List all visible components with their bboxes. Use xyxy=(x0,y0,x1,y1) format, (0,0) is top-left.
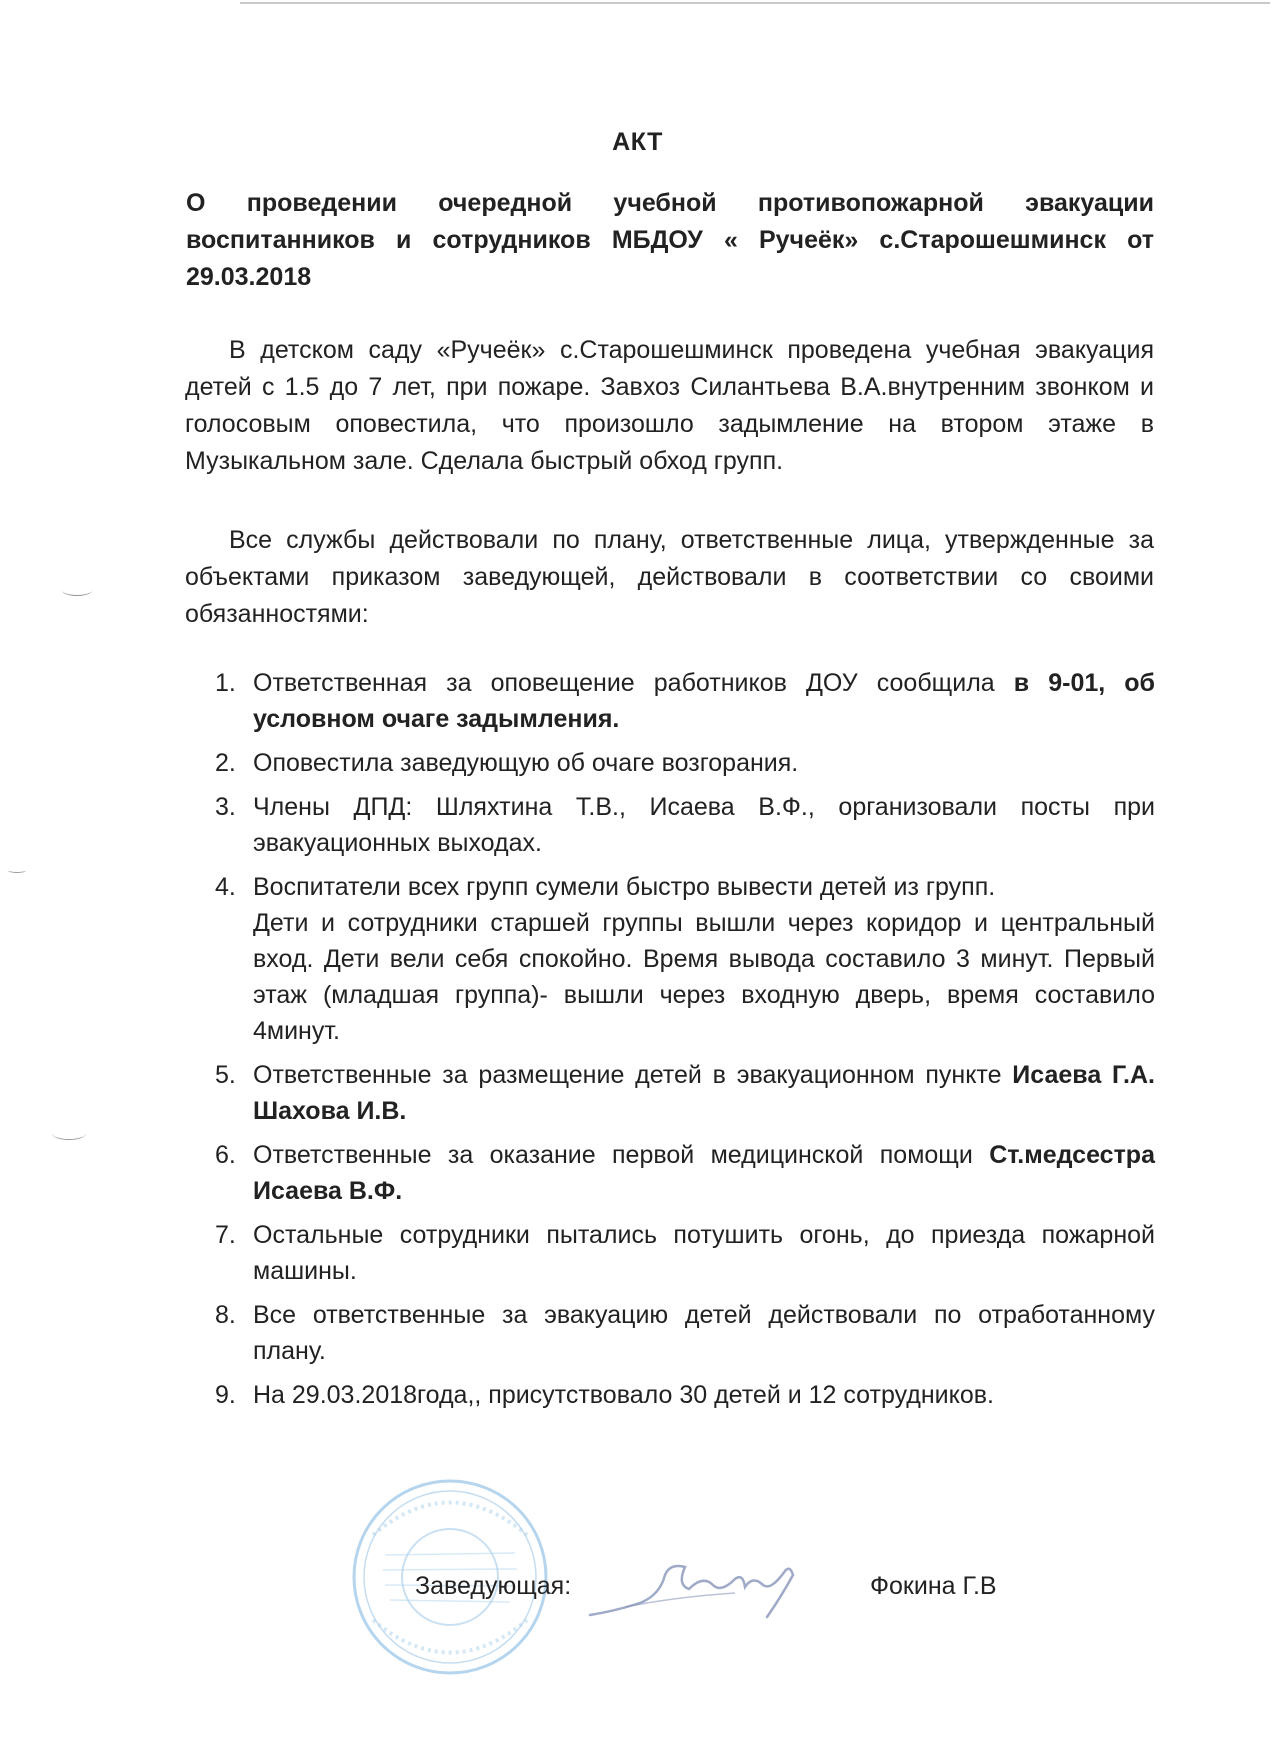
list-item xyxy=(215,1297,1155,1369)
list-item xyxy=(215,745,1155,781)
list-extra-text: Дети и сотрудники старшей группы вышли через коридор и центральный вход. Дети вели себя спокойно. Время вывода составило 3 минут. Первый этаж (младшая группа)- вышли через входную дверь, время составило 4минут. xyxy=(253,909,1155,1045)
list-number: 2. xyxy=(215,749,236,777)
list-number: 5. xyxy=(215,1061,236,1089)
list-item xyxy=(215,1217,1155,1289)
signature-label: Заведующая: xyxy=(415,1572,572,1600)
signatory-name: Фокина Г.В xyxy=(870,1572,997,1600)
list-text: Остальные сотрудники пытались потушить огонь, до приезда пожарной машины. xyxy=(253,1221,1155,1285)
list-item xyxy=(215,1377,1155,1413)
paragraph-intro xyxy=(185,332,1154,480)
list-text: Члены ДПД: Шляхтина Т.В., Исаева В.Ф., организовали посты при эвакуационных выходах. xyxy=(253,793,1155,857)
list-number: 1. xyxy=(215,669,236,697)
list-text: Все ответственные за эвакуацию детей действовали по отработанному плану. xyxy=(253,1301,1155,1365)
list-number: 6. xyxy=(215,1141,236,1169)
document-subtitle: О проведении очередной учебной противопожарной эвакуации воспитанников и сотрудников МБДОУ « Ручеёк» с.Старошешминск от 29.03.2018 xyxy=(186,189,1154,291)
list-number: 9. xyxy=(215,1381,236,1409)
list-text: Ответственные за оказание первой медицинской помощи xyxy=(253,1141,990,1169)
list-text: На 29.03.2018года,, присутствовало 30 детей и 12 сотрудников. xyxy=(253,1381,994,1409)
paragraph-intro-text: В детском саду «Ручеёк» с.Старошешминск проведена учебная эвакуация детей с 1.5 до 7 лет, при пожаре. Завхоз Силантьева В.А.внутренним звонком и голосовым оповестила, что произошло задымление на втором этаже в Музыкальном зале. Сделала быстрый обход групп. xyxy=(185,336,1154,475)
list-item xyxy=(215,869,1155,1049)
paragraph-services-text: Все службы действовали по плану, ответственные лица, утвержденные за объектами приказом заведующей, действовали в соответствии со своими обязанностями: xyxy=(185,526,1154,628)
list-number: 3. xyxy=(215,793,236,821)
punch-mark-middle xyxy=(8,868,26,873)
list-text: Ответственная за оповещение работников ДОУ сообщила xyxy=(253,669,1014,697)
document-title: АКТ xyxy=(612,128,663,156)
list-number: 8. xyxy=(215,1301,236,1329)
list-bold-text: Исаева Г.А. Шахова И.В. xyxy=(253,1061,1156,1125)
list-item xyxy=(215,1057,1155,1129)
list-text: Оповестила заведующую об очаге возгорания. xyxy=(253,749,799,777)
list-bold-text: в 9-01, об условном очаге задымления. xyxy=(253,669,1155,733)
list-item xyxy=(215,1137,1155,1209)
paragraph-services xyxy=(185,522,1154,633)
list-text: Ответственные за размещение детей в эвакуационном пункте xyxy=(253,1061,1013,1089)
duties-list xyxy=(215,665,1155,1421)
list-number: 7. xyxy=(215,1221,236,1249)
punch-mark-bottom xyxy=(52,1127,86,1140)
list-item xyxy=(215,789,1155,861)
punch-mark-top xyxy=(62,585,92,596)
list-item xyxy=(215,665,1155,737)
list-bold-text: Ст.медсестра Исаева В.Ф. xyxy=(253,1141,1155,1205)
list-number: 4. xyxy=(215,873,236,901)
scan-top-edge xyxy=(240,2,1270,4)
handwritten-signature xyxy=(585,1545,810,1635)
list-text: Воспитатели всех групп сумели быстро вывести детей из групп. xyxy=(253,873,996,901)
